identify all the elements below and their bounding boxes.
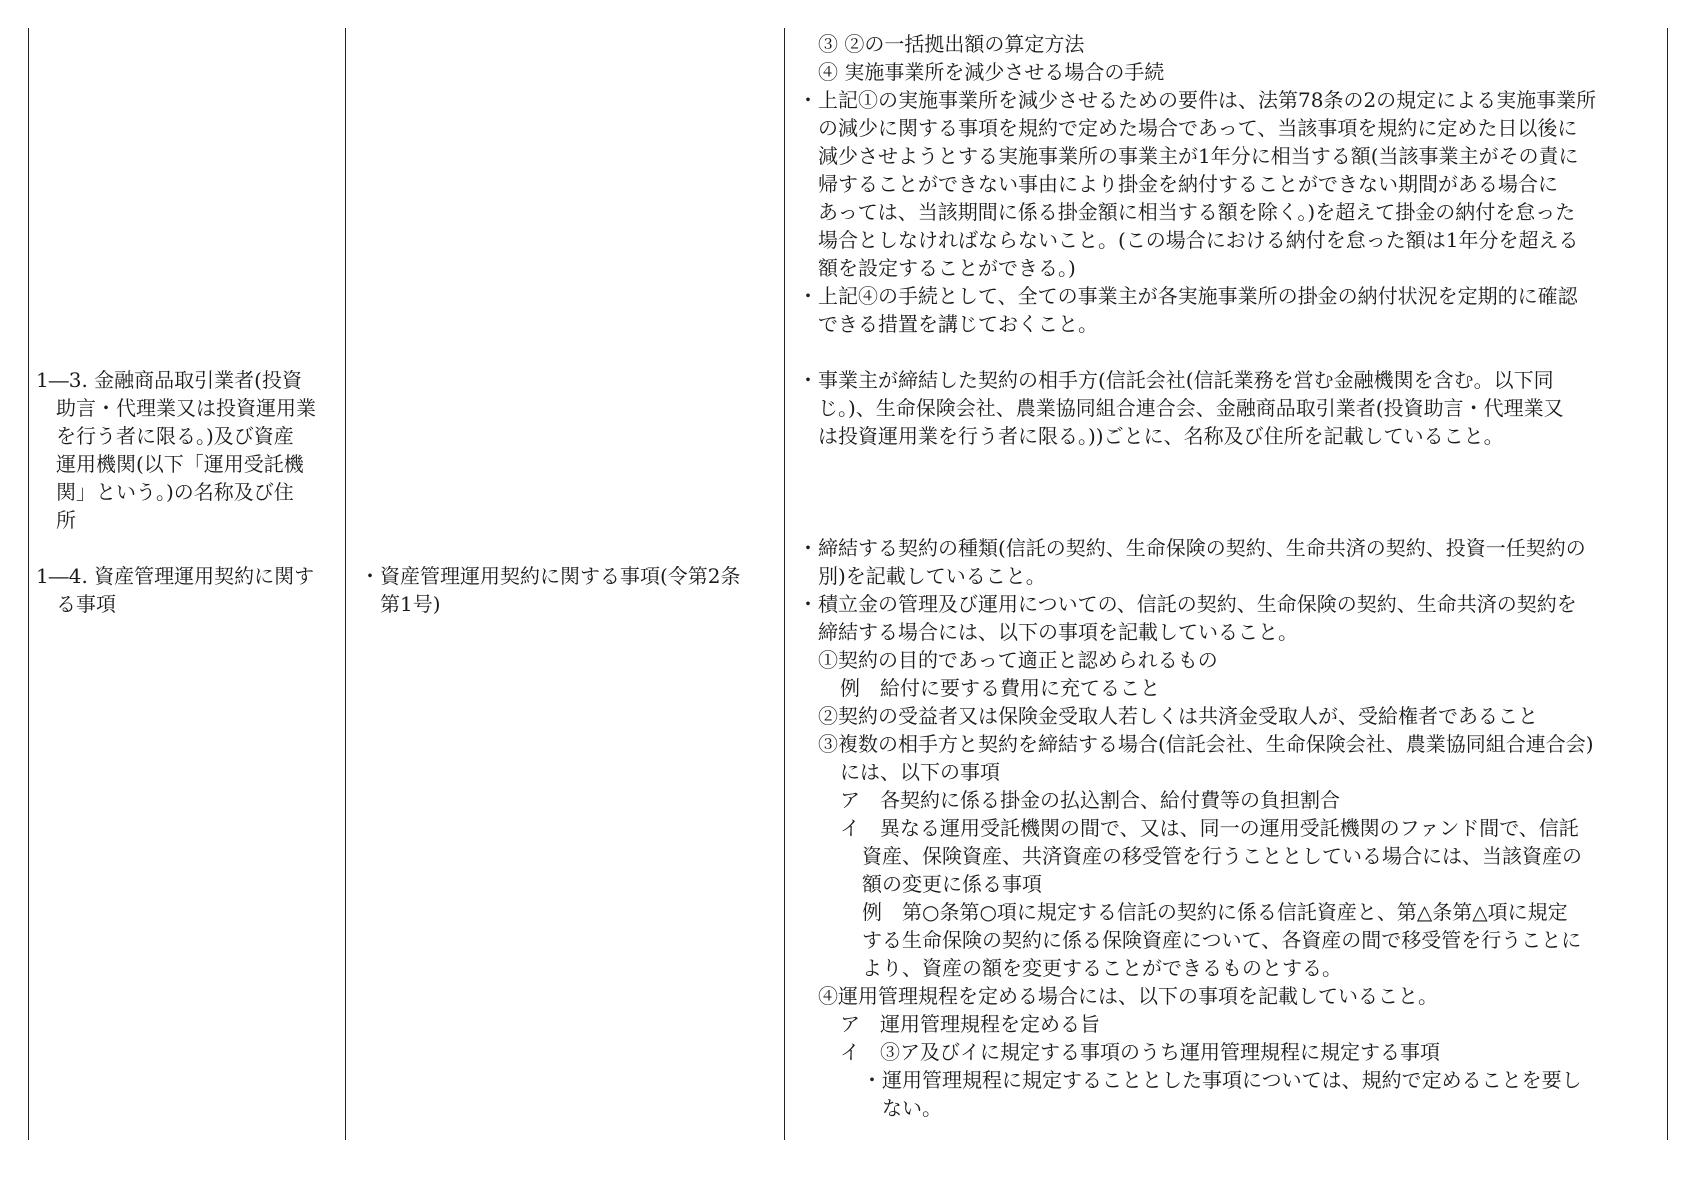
item-text-line: 1―4. 資産管理運用契約に関す	[36, 564, 315, 588]
point-text-line: ③ ②の一括拠出額の算定方法	[818, 32, 1085, 56]
point-text-line: 例 第○条第○項に規定する信託の契約に係る信託資産と、第△条第△項に規定	[862, 900, 1568, 924]
item-text-line: を行う者に限る。)及び資産	[56, 424, 294, 448]
point-text-line: 帰することができない事由により掛金を納付することができない期間がある場合に	[818, 172, 1558, 196]
point-text-line: 別)を記載していること。	[818, 564, 1046, 588]
point-text-line: できる措置を講じておくこと。	[818, 312, 1098, 336]
point-text-line: ア 運用管理規程を定める旨	[840, 1012, 1100, 1036]
item-text-line: 助言・代理業又は投資運用業	[56, 396, 316, 420]
item-text-line: 1―3. 金融商品取引業者(投資	[36, 368, 302, 392]
point-text-line: ④ 実施事業所を減少させる場合の手続	[818, 60, 1165, 84]
point-text-line: は投資運用業を行う者に限る。))ごとに、名称及び住所を記載していること。	[818, 424, 1504, 448]
item-text-line: 運用機関(以下「運用受託機	[56, 452, 304, 476]
point-text-line: の減少に関する事項を規約で定めた場合であって、当該事項を規約に定めた日以後に	[818, 116, 1578, 140]
point-text-line: 例 給付に要する費用に充てること	[840, 676, 1160, 700]
regulation-text-line: 第1号)	[380, 592, 441, 616]
table-border-right	[1667, 28, 1668, 1140]
point-text-line: ない。	[882, 1096, 942, 1120]
point-text-line: 場合としなければならないこと。(この場合における納付を怠った額は1年分を超える	[818, 228, 1579, 252]
table-divider-2	[784, 28, 785, 1140]
point-text-line: じ。)、生命保険会社、農業協同組合連合会、金融商品取引業者(投資助言・代理業又	[818, 396, 1564, 420]
point-text-line: する生命保険の契約に係る保険資産について、各資産の間で移受管を行うことに	[862, 928, 1582, 952]
point-text-line: ・事業主が締結した契約の相手方(信託会社(信託業務を営む金融機関を含む。以下同	[798, 368, 1554, 392]
point-text-line: イ 異なる運用受託機関の間で、又は、同一の運用受託機関のファンド間で、信託	[840, 816, 1579, 840]
item-column	[36, 30, 344, 618]
point-text-line: には、以下の事項	[840, 760, 1000, 784]
point-text-line: ・上記④の手続として、全ての事業主が各実施事業所の掛金の納付状況を定期的に確認	[798, 284, 1578, 308]
regulation-column	[360, 30, 778, 618]
review-points-column	[798, 30, 1658, 1122]
table-border-left	[28, 28, 29, 1140]
item-text-line: 所	[56, 508, 76, 532]
point-text-line: 減少させようとする実施事業所の事業主が1年分に相当する額(当該事業主がその責に	[818, 144, 1579, 168]
point-text-line: より、資産の額を変更することができるものとする。	[862, 956, 1342, 980]
point-text-line: あっては、当該期間に係る掛金額に相当する額を除く。)を超えて掛金の納付を怠った	[818, 200, 1576, 224]
point-text-line: 額を設定することができる。)	[818, 256, 1076, 280]
item-1-4-heading	[36, 562, 344, 618]
review-points-continued	[798, 30, 1658, 338]
review-points-1-3	[798, 366, 1658, 450]
point-text-line: イ ③ア及びイに規定する事項のうち運用管理規程に規定する事項	[840, 1040, 1440, 1064]
table-divider-1	[345, 28, 346, 1140]
item-text-line: る事項	[56, 592, 116, 616]
point-text-line: ・上記①の実施事業所を減少させるための要件は、法第78条の2の規定による実施事業所	[798, 88, 1597, 112]
point-text-line: ④運用管理規程を定める場合には、以下の事項を記載していること。	[818, 984, 1438, 1008]
point-text-line: 締結する場合には、以下の事項を記載していること。	[818, 620, 1298, 644]
regulation-1-4	[360, 562, 778, 618]
point-text-line: 額の変更に係る事項	[862, 872, 1042, 896]
point-text-line: ②契約の受益者又は保険金受取人若しくは共済金受取人が、受給権者であること	[818, 704, 1538, 728]
point-text-line: ③複数の相手方と契約を締結する場合(信託会社、生命保険会社、農業協同組合連合会)	[818, 732, 1594, 756]
point-text-line: ・締結する契約の種類(信託の契約、生命保険の契約、生命共済の契約、投資一任契約の	[798, 536, 1586, 560]
regulation-text-line: ・資産管理運用契約に関する事項(令第2条	[360, 564, 741, 588]
review-points-1-4	[798, 534, 1658, 1122]
point-text-line: ア 各契約に係る掛金の払込割合、給付費等の負担割合	[840, 788, 1340, 812]
point-text-line: 資産、保険資産、共済資産の移受管を行うこととしている場合には、当該資産の	[862, 844, 1582, 868]
item-text-line: 関」という。)の名称及び住	[56, 480, 294, 504]
point-text-line: ・積立金の管理及び運用についての、信託の契約、生命保険の契約、生命共済の契約を	[798, 592, 1577, 616]
point-text-line: ①契約の目的であって適正と認められるもの	[818, 648, 1218, 672]
item-1-3-heading	[36, 366, 344, 534]
point-text-line: ・運用管理規程に規定することとした事項については、規約で定めることを要し	[862, 1068, 1582, 1092]
